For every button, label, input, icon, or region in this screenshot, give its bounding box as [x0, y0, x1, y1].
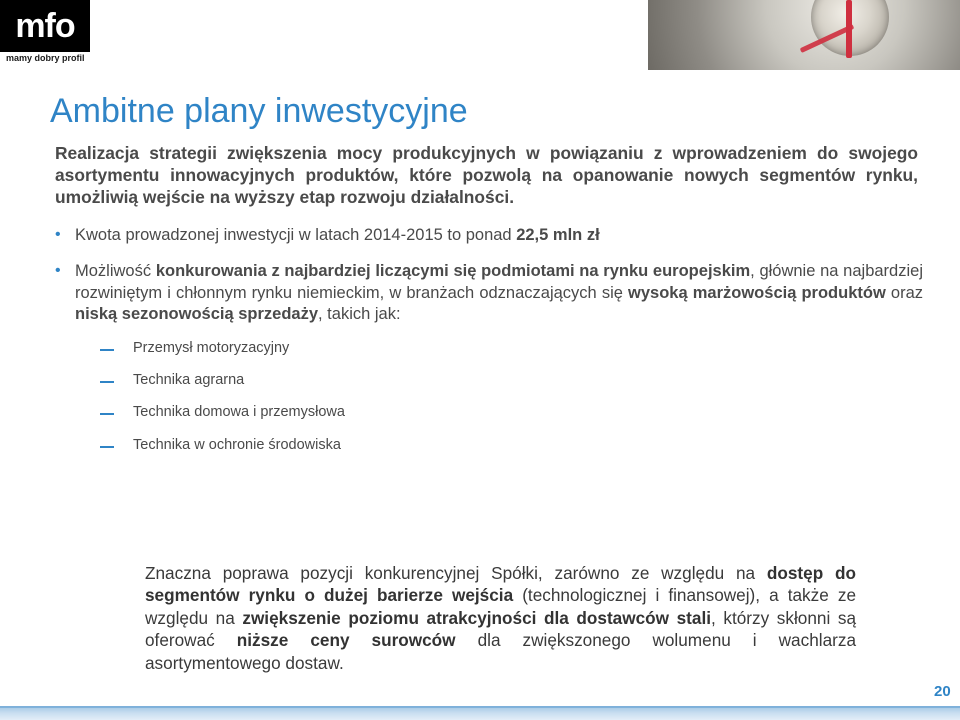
dash-icon [100, 381, 114, 383]
dash-icon [100, 349, 114, 351]
slide-title: Ambitne plany inwestycyjne [50, 92, 468, 130]
footer-bar [0, 706, 960, 720]
company-logo [0, 0, 90, 52]
summary-paragraph: Znaczna poprawa pozycji konkurencyjnej Spółki, zarówno ze względu na dostęp do segmentów rynku o dużej barierze wejścia (technologicznej i finansowej), a także ze względu na zwiększenie poziomu atrakcyjności dla dostawców stali, którzy skłonni są oferować niższe ceny surowców dla zwiększonego wolumenu i wachlarza asortymentowego dostaw. [145, 563, 857, 673]
page-number: 20 [934, 683, 951, 700]
dash-icon [100, 413, 114, 415]
bullet-dot-icon: • [55, 262, 61, 279]
header-photo [648, 0, 960, 70]
logo-text: mfo [15, 7, 75, 45]
logo-tagline: mamy dobry profil [6, 53, 85, 63]
intro-paragraph: Realizacja strategii zwiększenia mocy produkcyjnych w powiązaniu z wprowadzeniem do swojego asortymentu innowacyjnych produktów, które pozwolą na opanowanie nowych segmentów rynku, umożliwią wejście na wyższy etap rozwoju działalności. [55, 143, 918, 207]
dash-icon [100, 446, 114, 448]
bullet-dot-icon: • [55, 226, 61, 243]
